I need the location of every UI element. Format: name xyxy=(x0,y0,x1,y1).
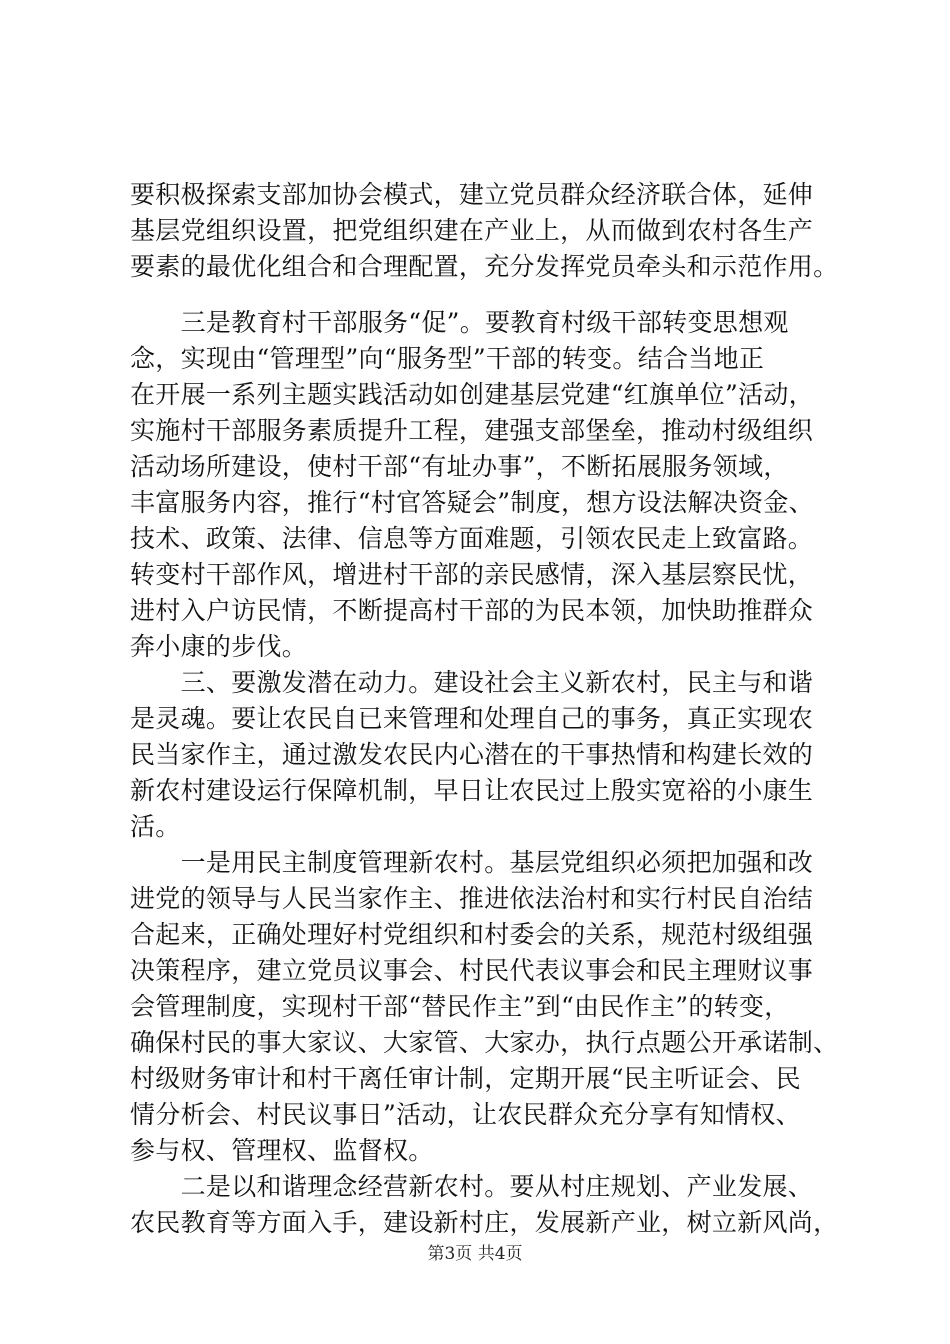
text-line: 活动场所建设，使村干部“有址办事”，不断拓展服务领域， xyxy=(130,452,789,481)
text-line: 技术、政策、法律、信息等方面难题，引领农民走上致富路。 xyxy=(130,524,814,553)
text-line: 三是教育村干部服务“促”。要教育村级干部转变思想观 xyxy=(130,308,789,337)
text-line: 活。 xyxy=(130,812,181,841)
text-line: 新农村建设运行保障机制，早日让农民过上殷实宽裕的小康生 xyxy=(130,776,814,805)
text-line: 村级财务审计和村干离任审计制，定期开展“民主听证会、民 xyxy=(130,1064,801,1093)
text-line: 基层党组织设置，把党组织建在产业上，从而做到农村各生产 xyxy=(130,216,814,245)
text-line: 念，实现由“管理型”向“服务型”干部的转变。结合当地正 xyxy=(130,344,765,373)
text-line: 奔小康的步伐。 xyxy=(130,632,308,661)
text-line: 实施村干部服务素质提升工程，建强支部堡垒，推动村级组织 xyxy=(130,416,814,445)
text-line: 一是用民主制度管理新农村。基层党组织必须把加强和改 xyxy=(130,848,814,877)
text-line: 要积极探索支部加协会模式，建立党员群众经济联合体，延伸 xyxy=(130,180,814,209)
text-line: 民当家作主，通过激发农民内心潜在的干事热情和构建长效的 xyxy=(130,740,814,769)
text-line: 丰富服务内容，推行“村官答疑会”制度，想方设法解决资金、 xyxy=(130,488,814,517)
text-line: 决策程序，建立党员议事会、村民代表议事会和民主理财议事 xyxy=(130,956,814,985)
text-line: 是灵魂。要让农民自已来管理和处理自己的事务，真正实现农 xyxy=(130,704,814,733)
text-line: 农民教育等方面入手，建设新村庄，发展新产业，树立新风尚， xyxy=(130,1208,839,1237)
text-line: 会管理制度，实现村干部“替民作主”到“由民作主”的转变， xyxy=(130,992,790,1021)
text-line: 在开展一系列主题实践活动如创建基层党建“红旗单位”活动， xyxy=(130,380,814,409)
page-footer xyxy=(0,1243,950,1265)
text-line: 参与权、管理权、监督权。 xyxy=(130,1136,434,1165)
text-line: 二是以和谐理念经营新农村。要从村庄规划、产业发展、 xyxy=(130,1172,814,1201)
text-line: 进村入户访民情，不断提高村干部的为民本领，加快助推群众 xyxy=(130,596,814,625)
page-number-label: 第3页 共4页 xyxy=(427,1244,523,1264)
text-line: 进党的领导与人民当家作主、推进依法治村和实行村民自治结 xyxy=(130,884,814,913)
text-line: 确保村民的事大家议、大家管、大家办，执行点题公开承诺制、 xyxy=(130,1028,839,1057)
text-line: 要素的最优化组合和合理配置，充分发挥党员牵头和示范作用。 xyxy=(130,252,839,281)
text-line: 情分析会、村民议事日”活动，让农民群众充分享有知情权、 xyxy=(130,1100,801,1129)
text-line: 三、要激发潜在动力。建设社会主义新农村，民主与和谐 xyxy=(130,668,814,697)
text-line: 转变村干部作风，增进村干部的亲民感情，深入基层察民忧， xyxy=(130,560,814,589)
text-line: 合起来，正确处理好村党组织和村委会的关系，规范村级组强 xyxy=(130,920,814,949)
